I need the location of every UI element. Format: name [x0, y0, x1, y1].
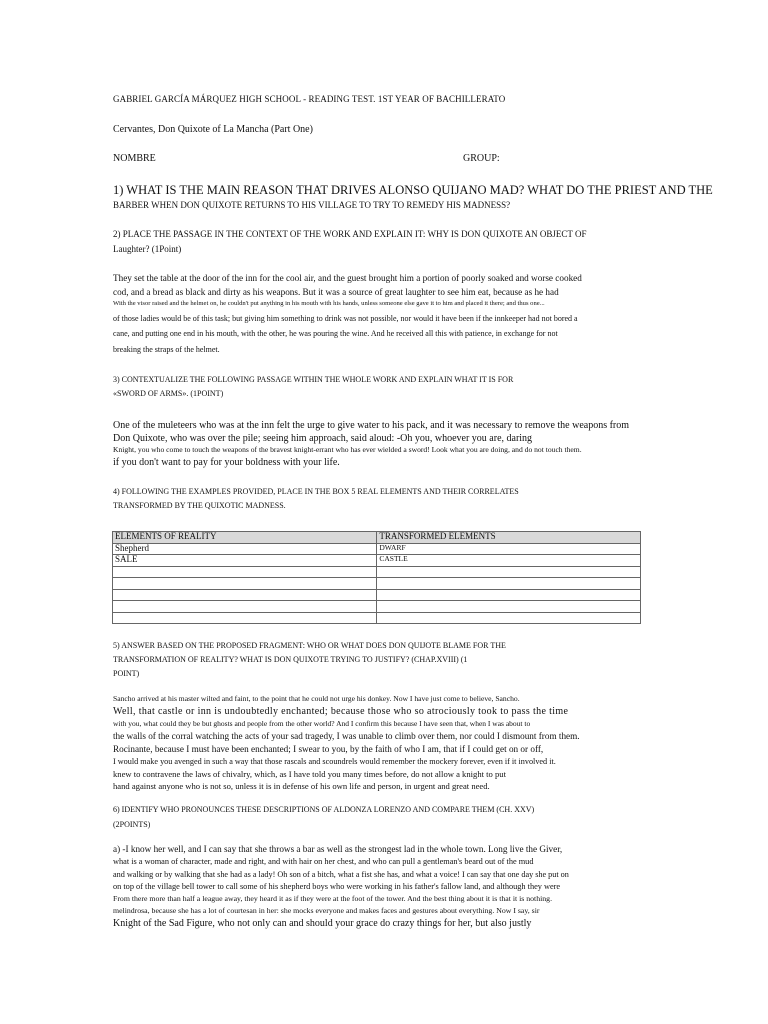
- question-5-line-3: POINT): [113, 669, 140, 678]
- question-5-line-2: TRANSFORMATION OF REALITY? WHAT IS DON QUIXOTE TRYING TO JUSTIFY? (CHAP.XVIII) (1: [113, 655, 468, 664]
- table-cell[interactable]: [377, 612, 641, 624]
- passage-2-line: They set the table at the door of the inn for the cool air, and the guest brought him a portion of poorly soaked and worse cooked: [113, 273, 582, 283]
- table-row: [113, 612, 641, 624]
- table-row: [113, 543, 641, 555]
- table-cell[interactable]: [377, 578, 641, 590]
- table-cell[interactable]: [113, 612, 377, 624]
- question-3-line-1: 3) CONTEXTUALIZE THE FOLLOWING PASSAGE WITHIN THE WHOLE WORK AND EXPLAIN WHAT IT IS FOR: [113, 375, 514, 384]
- table-header-row: [113, 532, 641, 544]
- table-row: [113, 578, 641, 590]
- question-3-line-2: «SWORD OF ARMS». (1POINT): [113, 389, 224, 398]
- table-row: [113, 555, 641, 567]
- passage-6-line: Knight of the Sad Figure, who not only can and should your grace do crazy things for her, but also justly: [113, 918, 532, 929]
- passage-6-line: melindrosa, because she has a lot of courtesan in her: she mocks everyone and makes faces and gestures about everything. Now I say, sir: [113, 906, 540, 915]
- book-title: Cervantes, Don Quixote of La Mancha (Part One): [113, 124, 313, 135]
- table-cell[interactable]: [377, 589, 641, 601]
- passage-5-line: Well, that castle or inn is undoubtedly enchanted; because those who so atrociously took to pass the time: [113, 706, 569, 717]
- passage-2-line: cod, and a bread as black and dirty as his weapons. But it was a source of great laughter to see him eat, because as he had: [113, 287, 559, 297]
- passage-5-line: Rocinante, because I must have been enchanted; I swear to you, by the faith of who I am, that if I could get on or off,: [113, 744, 544, 754]
- passage-2-line: breaking the straps of the helmet.: [113, 345, 220, 354]
- table-cell[interactable]: SALE: [113, 555, 377, 567]
- passage-5-line: Sancho arrived at his master wilted and faint, to the point that he could not urge his donkey. Now I have just come to believe, Sancho.: [113, 694, 520, 703]
- group-label: GROUP:: [463, 153, 500, 164]
- table-cell[interactable]: [113, 566, 377, 578]
- passage-3-line: if you don't want to pay for your boldness with your life.: [113, 457, 340, 468]
- question-2-line-1: 2) PLACE THE PASSAGE IN THE CONTEXT OF THE WORK AND EXPLAIN IT: WHY IS DON QUIXOTE AN OBJECT OF: [113, 229, 587, 239]
- passage-6-line: and walking or by walking that she had as a lady! Oh son of a bitch, what a fist she has, and what a voice! I can say that one day she put on: [113, 870, 569, 879]
- elements-table: [112, 531, 641, 624]
- passage-3-line: Don Quixote, who was over the pile; seeing him approach, said aloud: -Oh you, whoever you are, daring: [113, 433, 533, 444]
- table-cell[interactable]: [377, 566, 641, 578]
- passage-5-line: the walls of the corral watching the acts of your sad tragedy, I was unable to climb over them, nor could I dismount from them.: [113, 731, 580, 741]
- question-4-line-1: 4) FOLLOWING THE EXAMPLES PROVIDED, PLACE IN THE BOX 5 REAL ELEMENTS AND THEIR CORRELATES: [113, 487, 519, 496]
- passage-5-line: I would make you avenged in such a way that those rascals and scoundrels would remember the mockery forever, even if it involved it.: [113, 757, 556, 766]
- table-cell[interactable]: [113, 601, 377, 613]
- header-elements-of-reality: ELEMENTS OF REALITY: [113, 532, 377, 544]
- passage-3-line: Knight, you who come to touch the weapons of the bravest knight-errant who has ever wielded a sword! Look what you are doing, and do not touch them.: [113, 445, 582, 454]
- school-heading: GABRIEL GARCÍA MÁRQUEZ HIGH SCHOOL - READING TEST. 1ST YEAR OF BACHILLERATO: [113, 94, 506, 104]
- passage-6-line: what is a woman of character, made and right, and with hair on her chest, and who can pull a gentleman's beard out of the mud: [113, 857, 534, 866]
- passage-6-line: From there more than half a league away, they heard it as if they were at the foot of the tower. And the best thing about it is that it is nothing.: [113, 894, 553, 903]
- header-transformed-elements: TRANSFORMED ELEMENTS: [377, 532, 641, 544]
- table-row: [113, 601, 641, 613]
- name-label: NOMBRE: [113, 153, 156, 164]
- table-cell[interactable]: [113, 589, 377, 601]
- passage-2-line: With the visor raised and the helmet on, he couldn't put anything in his mouth with his hands, unless someone else gave it to him and placed it there; and thus one...: [113, 300, 545, 307]
- table-cell[interactable]: [113, 578, 377, 590]
- passage-5-line: with you, what could they be but ghosts and people from the other world? And I confirm this because I have seen that, when I was about to: [113, 719, 531, 728]
- passage-5-line: knew to contravene the laws of chivalry, which, as I have told you many times before, do not allow a knight to put: [113, 769, 506, 779]
- passage-6-line: on top of the village bell tower to call some of his shepherd boys who were working in his father's fallow land, and although they were: [113, 882, 561, 891]
- question-2-line-2: Laughter? (1Point): [113, 244, 182, 254]
- table-cell[interactable]: DWARF: [377, 543, 641, 555]
- table-cell[interactable]: CASTLE: [377, 555, 641, 567]
- passage-5-line: hand against anyone who is not so, unless it is in defense of his own life and person, in urgent and great need.: [113, 781, 490, 791]
- question-6-line-2: (2POINTS): [113, 820, 151, 829]
- passage-2-line: cane, and putting one end in his mouth, with the other, he was pouring the wine. And he received all this with patience, in exchange for not: [113, 329, 558, 338]
- table-row: [113, 589, 641, 601]
- question-6-line-1: 6) IDENTIFY WHO PRONOUNCES THESE DESCRIPTIONS OF ALDONZA LORENZO AND COMPARE THEM (CH. XXV): [113, 805, 535, 814]
- question-1-line-2: BARBER WHEN DON QUIXOTE RETURNS TO HIS VILLAGE TO TRY TO REMEDY HIS MADNESS?: [113, 200, 511, 210]
- table-cell[interactable]: Shepherd: [113, 543, 377, 555]
- question-1-line-1: 1) WHAT IS THE MAIN REASON THAT DRIVES ALONSO QUIJANO MAD? WHAT DO THE PRIEST AND THE: [113, 183, 713, 197]
- table-row: [113, 566, 641, 578]
- passage-6-line: a) -I know her well, and I can say that she throws a bar as well as the strongest lad in the whole town. Long live the Giver,: [113, 844, 563, 854]
- question-5-line-1: 5) ANSWER BASED ON THE PROPOSED FRAGMENT: WHO OR WHAT DOES DON QUIJOTE BLAME FOR THE: [113, 641, 506, 650]
- table-cell[interactable]: [377, 601, 641, 613]
- passage-3-line: One of the muleteers who was at the inn felt the urge to give water to his pack, and it was necessary to remove the weapons from: [113, 420, 630, 431]
- passage-2-line: of those ladies would be of this task; but giving him something to drink was not possible, nor would it have been if the innkeeper had not bored a: [113, 314, 578, 323]
- question-4-line-2: TRANSFORMED BY THE QUIXOTIC MADNESS.: [113, 501, 286, 510]
